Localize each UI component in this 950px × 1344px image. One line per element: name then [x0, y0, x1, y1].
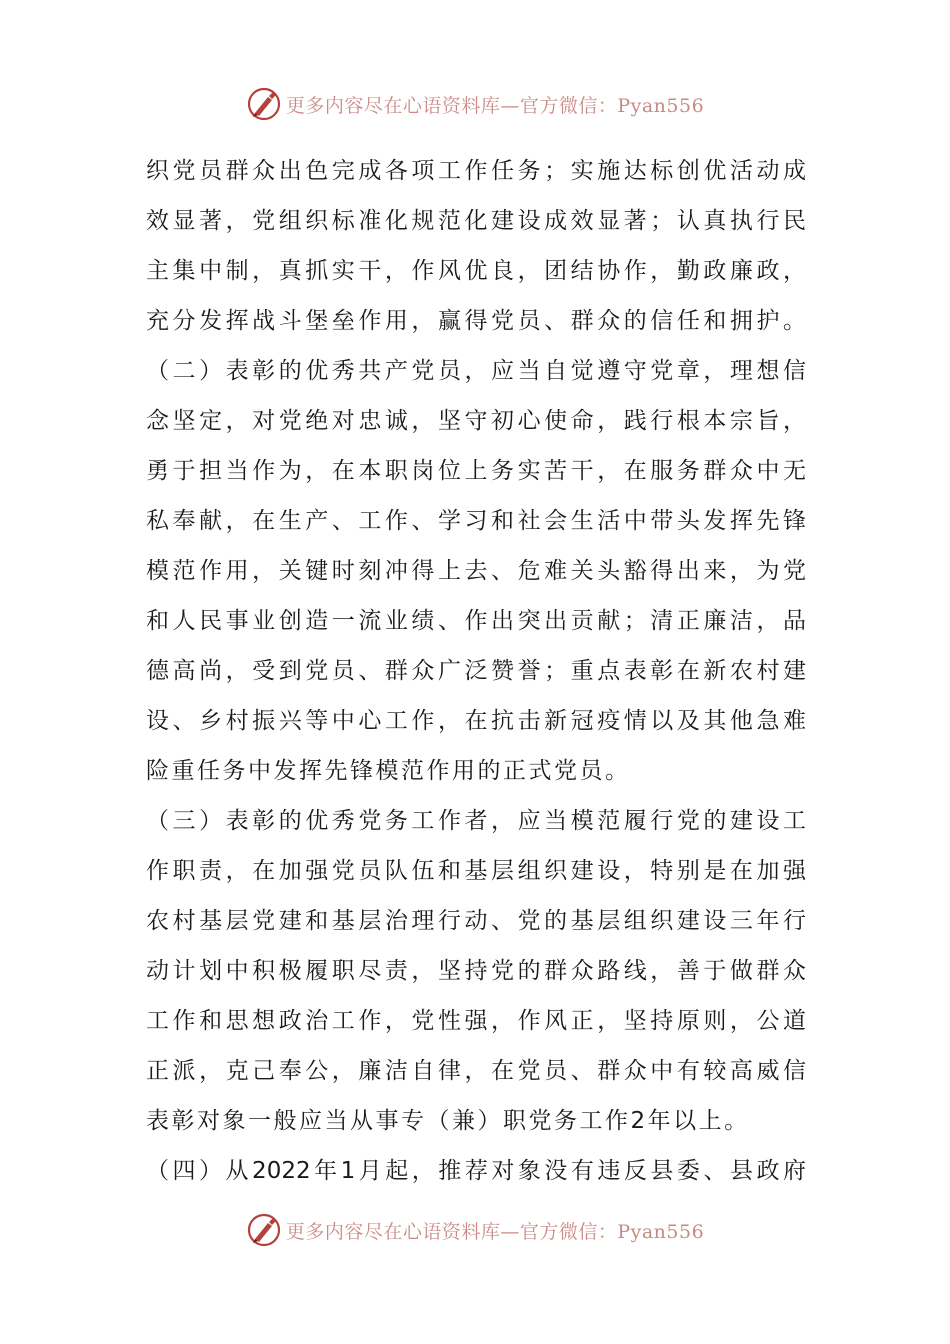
text-line: 作职责，在加强党员队伍和基层组织建设，特别是在加强 [146, 858, 806, 884]
text-line: 模范作用，关键时刻冲得上去、危难关头豁得出来，为党 [146, 558, 806, 584]
text-line: （二）表彰的优秀共产党员，应当自觉遵守党章，理想信 [146, 358, 806, 384]
text-line: 充分发挥战斗堡垒作用，赢得党员、群众的信任和拥护。 [146, 308, 806, 334]
header-banner [0, 84, 950, 124]
footer-banner-text: 更多内容尽在心语资料库—官方微信：Pyan556 [285, 1220, 705, 1243]
text-line: 和人民事业创造一流业绩、作出突出贡献；清正廉洁，品 [146, 608, 806, 634]
text-line: 念坚定，对党绝对忠诚，坚守初心使命，践行根本宗旨， [146, 408, 806, 434]
pen-nib-logo-icon [246, 86, 282, 122]
text-line: 动计划中积极履职尽责，坚持党的群众路线，善于做群众 [146, 958, 806, 984]
text-line: 私奉献，在生产、工作、学习和社会生活中带头发挥先锋 [146, 508, 806, 534]
text-line: （四）从2022年1月起，推荐对象没有违反县委、县政府 [146, 1158, 806, 1184]
text-line: 农村基层党建和基层治理行动、党的基层组织建设三年行 [146, 908, 806, 934]
text-line: 德高尚，受到党员、群众广泛赞誉；重点表彰在新农村建 [146, 658, 806, 684]
text-line: 勇于担当作为，在本职岗位上务实苦干，在服务群众中无 [146, 458, 806, 484]
text-line: 工作和思想政治工作，党性强，作风正，坚持原则，公道 [146, 1008, 806, 1034]
text-line: 险重任务中发挥先锋模范作用的正式党员。 [146, 758, 631, 784]
footer-banner [0, 1210, 950, 1250]
text-line: 织党员群众出色完成各项工作任务；实施达标创优活动成 [146, 158, 806, 184]
text-line: 效显著，党组织标准化规范化建设成效显著；认真执行民 [146, 208, 806, 234]
text-line: 设、乡村振兴等中心工作，在抗击新冠疫情以及其他急难 [146, 708, 806, 734]
text-line: 表彰对象一般应当从事专（兼）职党务工作2年以上。 [146, 1108, 750, 1134]
header-banner-text: 更多内容尽在心语资料库—官方微信：Pyan556 [285, 94, 705, 117]
text-line: 主集中制，真抓实干，作风优良，团结协作，勤政廉政， [146, 258, 806, 284]
document-body [146, 146, 806, 1196]
pen-nib-logo-icon [246, 1212, 282, 1248]
text-line: （三）表彰的优秀党务工作者，应当模范履行党的建设工 [146, 808, 806, 834]
text-line: 正派，克己奉公，廉洁自律，在党员、群众中有较高威信 [146, 1058, 806, 1084]
